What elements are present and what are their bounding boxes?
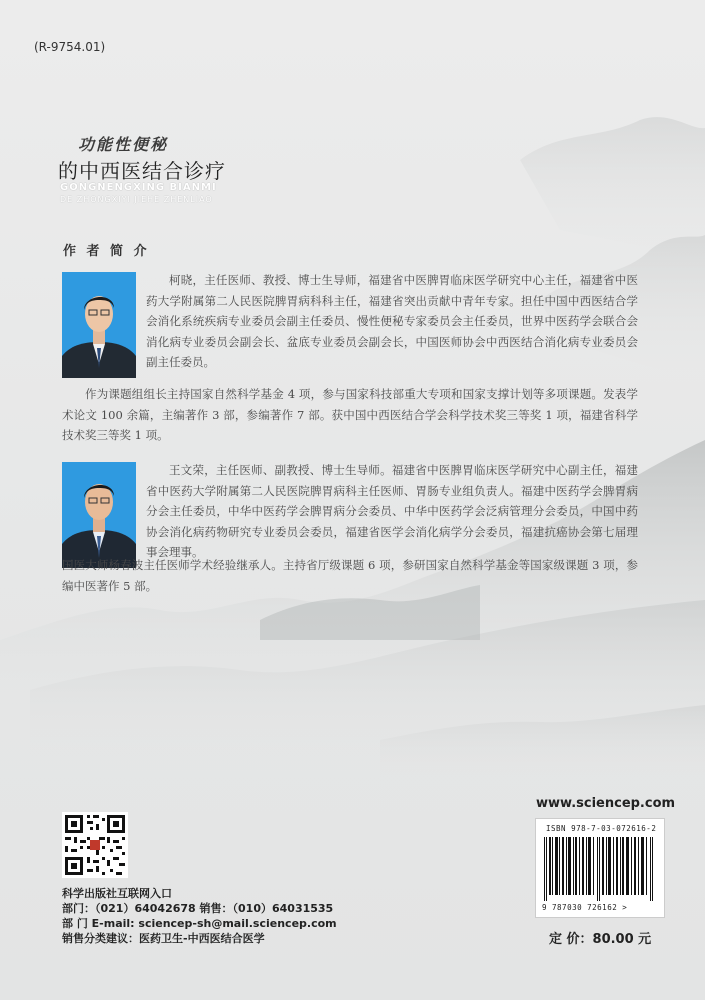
author2-bio-part2: 国医大师杨春波主任医师学术经验继承人。主持省厅级课题 6 项，参研国家自然科学基金等国家级课题 3 项，参编中医著作 5 部。 xyxy=(62,558,638,593)
price: 定 价：80.00 元 xyxy=(549,932,652,947)
author2-photo xyxy=(62,462,136,568)
title-main: 的中西医结合诊疗 xyxy=(58,159,226,183)
publisher-phones: 部门：（021）64042678 销售：（010）64031535 xyxy=(62,902,334,915)
isbn-number: ISBN 978-7-03-072616-2 xyxy=(546,824,657,833)
publisher-email: 部 门 E-mail: sciencep-sh@mail.sciencep.com xyxy=(62,917,337,930)
qr-code-icon xyxy=(62,812,128,878)
author-section-label: 作 者 简 介 xyxy=(63,244,150,259)
author1-photo xyxy=(62,272,136,378)
publisher-info xyxy=(62,886,337,946)
author1-bio-part1: 柯晓，主任医师、教授、博士生导师，福建省中医脾胃临床医学研究中心主任，福建省中医药大学附属第二人民医院脾胃病科科主任，福建省突出贡献中青年专家。担任中国中西医结合学会消化系统疾病专业委员会副主任委员、慢性便秘专家委员会主任委员，世界中医药学会联合会消化病专业委员会副会长、盆底专业委员会副会长，中国医师协会中西医结合消化病专业委员会副主任委员。 xyxy=(146,273,638,369)
title-pinyin-line2: DE ZHONGXIYI JIEHE ZHENLIAO xyxy=(60,195,213,204)
title-pinyin-line1: GONGNENGXING BIANMI xyxy=(60,182,217,193)
isbn-digits: 9 787030 726162 > xyxy=(542,903,628,912)
isbn-barcode xyxy=(535,818,665,918)
author1-bio-part2: 作为课题组组长主持国家自然科学基金 4 项，参与国家科技部重大专项和国家支撑计划等多项课题。发表学术论文 100 余篇，主编著作 3 部，参编著作 7 部。获中国中西医结合学会科学技术奖三等奖 1 项，福建省科学技术奖三等奖 1 项。 xyxy=(62,387,638,442)
publisher-website: www.sciencep.com xyxy=(536,796,676,811)
book-code: (R-9754.01) xyxy=(34,40,106,54)
author2-bio-part1: 王文荣，主任医师、副教授、博士生导师。福建省中医脾胃临床医学研究中心副主任，福建省中医药大学附属第二人民医院脾胃病科主任医师、胃肠专业组负责人。福建中医药学会脾胃病分会主任委员，中华中医药学会脾胃病分会委员、中华中医药学会泛病管理分会委员，中国中药协会消化病药物研究专业委员会委员，福建省医学会消化病学分会委员，福建抗癌协会第七届理事会理事。 xyxy=(146,463,638,559)
sales-category: 销售分类建议：医药卫生-中西医结合医学 xyxy=(62,932,265,945)
title-calligraphy: 功能性便秘 xyxy=(78,135,169,154)
barcode-icon xyxy=(544,837,656,901)
publisher-name: 科学出版社互联网入口 xyxy=(62,887,172,900)
